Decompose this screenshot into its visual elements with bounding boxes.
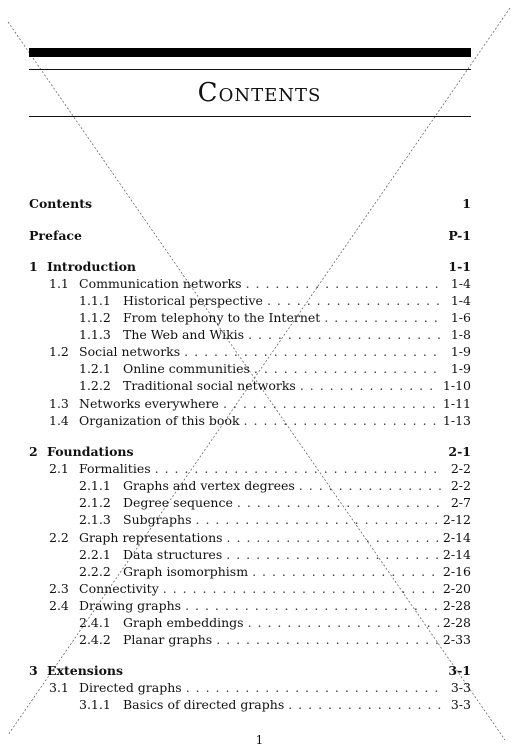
toc-entry-label: Connectivity xyxy=(79,581,159,596)
toc-entry-label: Subgraphs xyxy=(123,512,192,527)
toc-entry-page: 2-16 xyxy=(442,564,471,579)
header-thin-rule xyxy=(29,69,471,70)
toc-entry[interactable] xyxy=(29,327,471,344)
toc-entry[interactable] xyxy=(29,378,471,395)
toc-entry-number: 1 xyxy=(29,259,38,274)
toc-entry-label: Graph isomorphism xyxy=(123,564,249,579)
toc-entry-page: 2-2 xyxy=(450,461,471,476)
toc-entry-page: 2-28 xyxy=(442,598,471,613)
toc-entry-number: 2.1.2 xyxy=(79,495,111,510)
toc-entry-page: 2-12 xyxy=(442,512,471,527)
toc-entry-label: The Web and Wikis xyxy=(123,327,245,342)
toc-entry[interactable] xyxy=(29,228,471,245)
toc-entry[interactable] xyxy=(29,598,471,615)
toc-entry-number: 2.4.2 xyxy=(79,632,111,647)
toc-entry-label: Planar graphs xyxy=(123,632,213,647)
toc-entry[interactable] xyxy=(29,461,471,478)
dot-leader xyxy=(267,293,441,308)
dot-leader xyxy=(299,478,441,493)
toc-entry-label: Basics of directed graphs xyxy=(123,697,285,712)
toc-entry-number: 1.1.2 xyxy=(79,310,111,325)
dot-leader xyxy=(288,697,441,712)
toc-entry-page: 3-3 xyxy=(450,680,471,695)
toc-entry-page: 2-1 xyxy=(448,444,471,459)
dot-leader xyxy=(252,564,439,579)
toc-entry-page: 1-10 xyxy=(442,378,471,393)
dot-leader xyxy=(155,461,441,476)
toc-entry-label: Introduction xyxy=(47,259,137,274)
toc-entry-number: 2.1 xyxy=(49,461,69,476)
toc-entry[interactable] xyxy=(29,495,471,512)
dot-leader xyxy=(237,495,441,510)
toc-entry-page: 2-14 xyxy=(442,530,471,545)
toc-entry[interactable] xyxy=(29,547,471,564)
toc-entry-label: Communication networks xyxy=(79,276,242,291)
dot-leader xyxy=(248,327,441,342)
toc-entry-number: 1.1.1 xyxy=(79,293,111,308)
toc-entry[interactable] xyxy=(29,512,471,529)
dot-leader xyxy=(246,276,441,291)
toc-entry-page: 3-3 xyxy=(450,697,471,712)
toc-entry-number: 2.1.3 xyxy=(79,512,111,527)
toc-entry-page: P-1 xyxy=(448,228,471,243)
toc-entry-number: 2.2.1 xyxy=(79,547,111,562)
toc-entry[interactable] xyxy=(29,259,471,276)
toc-entry-page: 1-8 xyxy=(450,327,471,342)
toc-entry-number: 2.4.1 xyxy=(79,615,111,630)
toc-entry-label: Formalities xyxy=(79,461,151,476)
page-number: 1 xyxy=(255,733,264,747)
toc-entry[interactable] xyxy=(29,361,471,378)
toc-entry-label: Extensions xyxy=(47,663,124,678)
toc-entry[interactable] xyxy=(29,276,471,293)
dot-leader xyxy=(244,413,439,428)
dot-leader xyxy=(185,598,439,613)
toc-entry-page: 1-6 xyxy=(450,310,471,325)
toc-entry-label: Graph embeddings xyxy=(123,615,244,630)
toc-entry-number: 1.4 xyxy=(49,413,69,428)
toc-entry-page: 3-1 xyxy=(448,663,471,678)
toc-entry-label: From telephony to the Internet xyxy=(123,310,321,325)
toc-entry-page: 2-14 xyxy=(442,547,471,562)
toc-entry[interactable] xyxy=(29,196,471,213)
toc-entry-number: 2.2.2 xyxy=(79,564,111,579)
toc-entry-number: 2 xyxy=(29,444,38,459)
page-title: Contents xyxy=(197,78,322,108)
toc-entry-label: Graphs and vertex degrees xyxy=(123,478,295,493)
dot-leader xyxy=(324,310,441,325)
toc-entry[interactable] xyxy=(29,697,471,714)
toc-entry-number: 1.2 xyxy=(49,344,69,359)
toc-entry-label: Foundations xyxy=(47,444,134,459)
toc-entry-number: 2.2 xyxy=(49,530,69,545)
dot-leader xyxy=(223,396,439,411)
toc-entry-label: Degree sequence xyxy=(123,495,233,510)
toc-entry-page: 1-9 xyxy=(450,344,471,359)
toc-entry[interactable] xyxy=(29,663,471,680)
toc-entry-page: 1-13 xyxy=(442,413,471,428)
toc-entry-number: 2.3 xyxy=(49,581,69,596)
toc-entry-label: Directed graphs xyxy=(79,680,182,695)
toc-entry-number: 2.4 xyxy=(49,598,69,613)
toc-entry-label: Traditional social networks xyxy=(123,378,296,393)
toc-entry-page: 1 xyxy=(462,196,471,211)
dot-leader xyxy=(254,361,441,376)
toc-entry-number: 1.2.2 xyxy=(79,378,111,393)
toc-entry[interactable] xyxy=(29,564,471,581)
toc-entry-label: Drawing graphs xyxy=(79,598,182,613)
toc-entry-page: 1-9 xyxy=(450,361,471,376)
toc-entry-label: Organization of this book xyxy=(79,413,240,428)
title-underline-rule xyxy=(29,116,471,117)
toc-entry[interactable] xyxy=(29,310,471,327)
dot-leader xyxy=(163,581,439,596)
toc-entry[interactable] xyxy=(29,615,471,632)
toc-entry[interactable] xyxy=(29,478,471,495)
dot-leader xyxy=(227,530,439,545)
toc-entry-page: 2-2 xyxy=(450,478,471,493)
toc-entry[interactable] xyxy=(29,632,471,649)
toc-entry-number: 2.1.1 xyxy=(79,478,111,493)
toc-entry-label: Graph representations xyxy=(79,530,223,545)
toc-entry-number: 3 xyxy=(29,663,38,678)
toc-entry-page: 1-1 xyxy=(448,259,471,274)
toc-entry-page: 2-20 xyxy=(442,581,471,596)
toc-entry[interactable] xyxy=(29,680,471,697)
toc-entry[interactable] xyxy=(29,581,471,598)
dot-leader xyxy=(300,378,439,393)
toc-entry[interactable] xyxy=(29,413,471,430)
dot-leader xyxy=(248,615,439,630)
toc-entry[interactable] xyxy=(29,396,471,413)
toc-entry-number: 1.1.3 xyxy=(79,327,111,342)
toc-entry-label: Data structures xyxy=(123,547,223,562)
toc-entry-page: 1-11 xyxy=(442,396,471,411)
toc-entry-number: 3.1 xyxy=(49,680,69,695)
header-thick-rule xyxy=(29,48,471,57)
toc-entry[interactable] xyxy=(29,530,471,547)
toc-entry-page: 1-4 xyxy=(450,276,471,291)
dot-leader xyxy=(226,547,439,562)
toc-entry-page: 2-28 xyxy=(442,615,471,630)
dot-leader xyxy=(196,512,439,527)
toc-entry[interactable] xyxy=(29,293,471,310)
toc-entry-number: 1.1 xyxy=(49,276,69,291)
dot-leader xyxy=(216,632,439,647)
toc-entry-page: 2-33 xyxy=(442,632,471,647)
toc-entry-label: Online communities xyxy=(123,361,250,376)
toc-entry-number: 1.3 xyxy=(49,396,69,411)
toc-entry-label: Preface xyxy=(29,228,82,243)
toc-entry-label: Networks everywhere xyxy=(79,396,219,411)
toc-entry[interactable] xyxy=(29,344,471,361)
toc-entry-page: 1-4 xyxy=(450,293,471,308)
dot-leader xyxy=(186,680,441,695)
toc-entry-label: Social networks xyxy=(79,344,181,359)
toc-entry-label: Historical perspective xyxy=(123,293,263,308)
toc-entry-label: Contents xyxy=(29,196,93,211)
toc-entry[interactable] xyxy=(29,444,471,461)
toc-entry-page: 2-7 xyxy=(450,495,471,510)
toc-entry-number: 3.1.1 xyxy=(79,697,111,712)
toc-entry-number: 1.2.1 xyxy=(79,361,111,376)
dot-leader xyxy=(184,344,441,359)
